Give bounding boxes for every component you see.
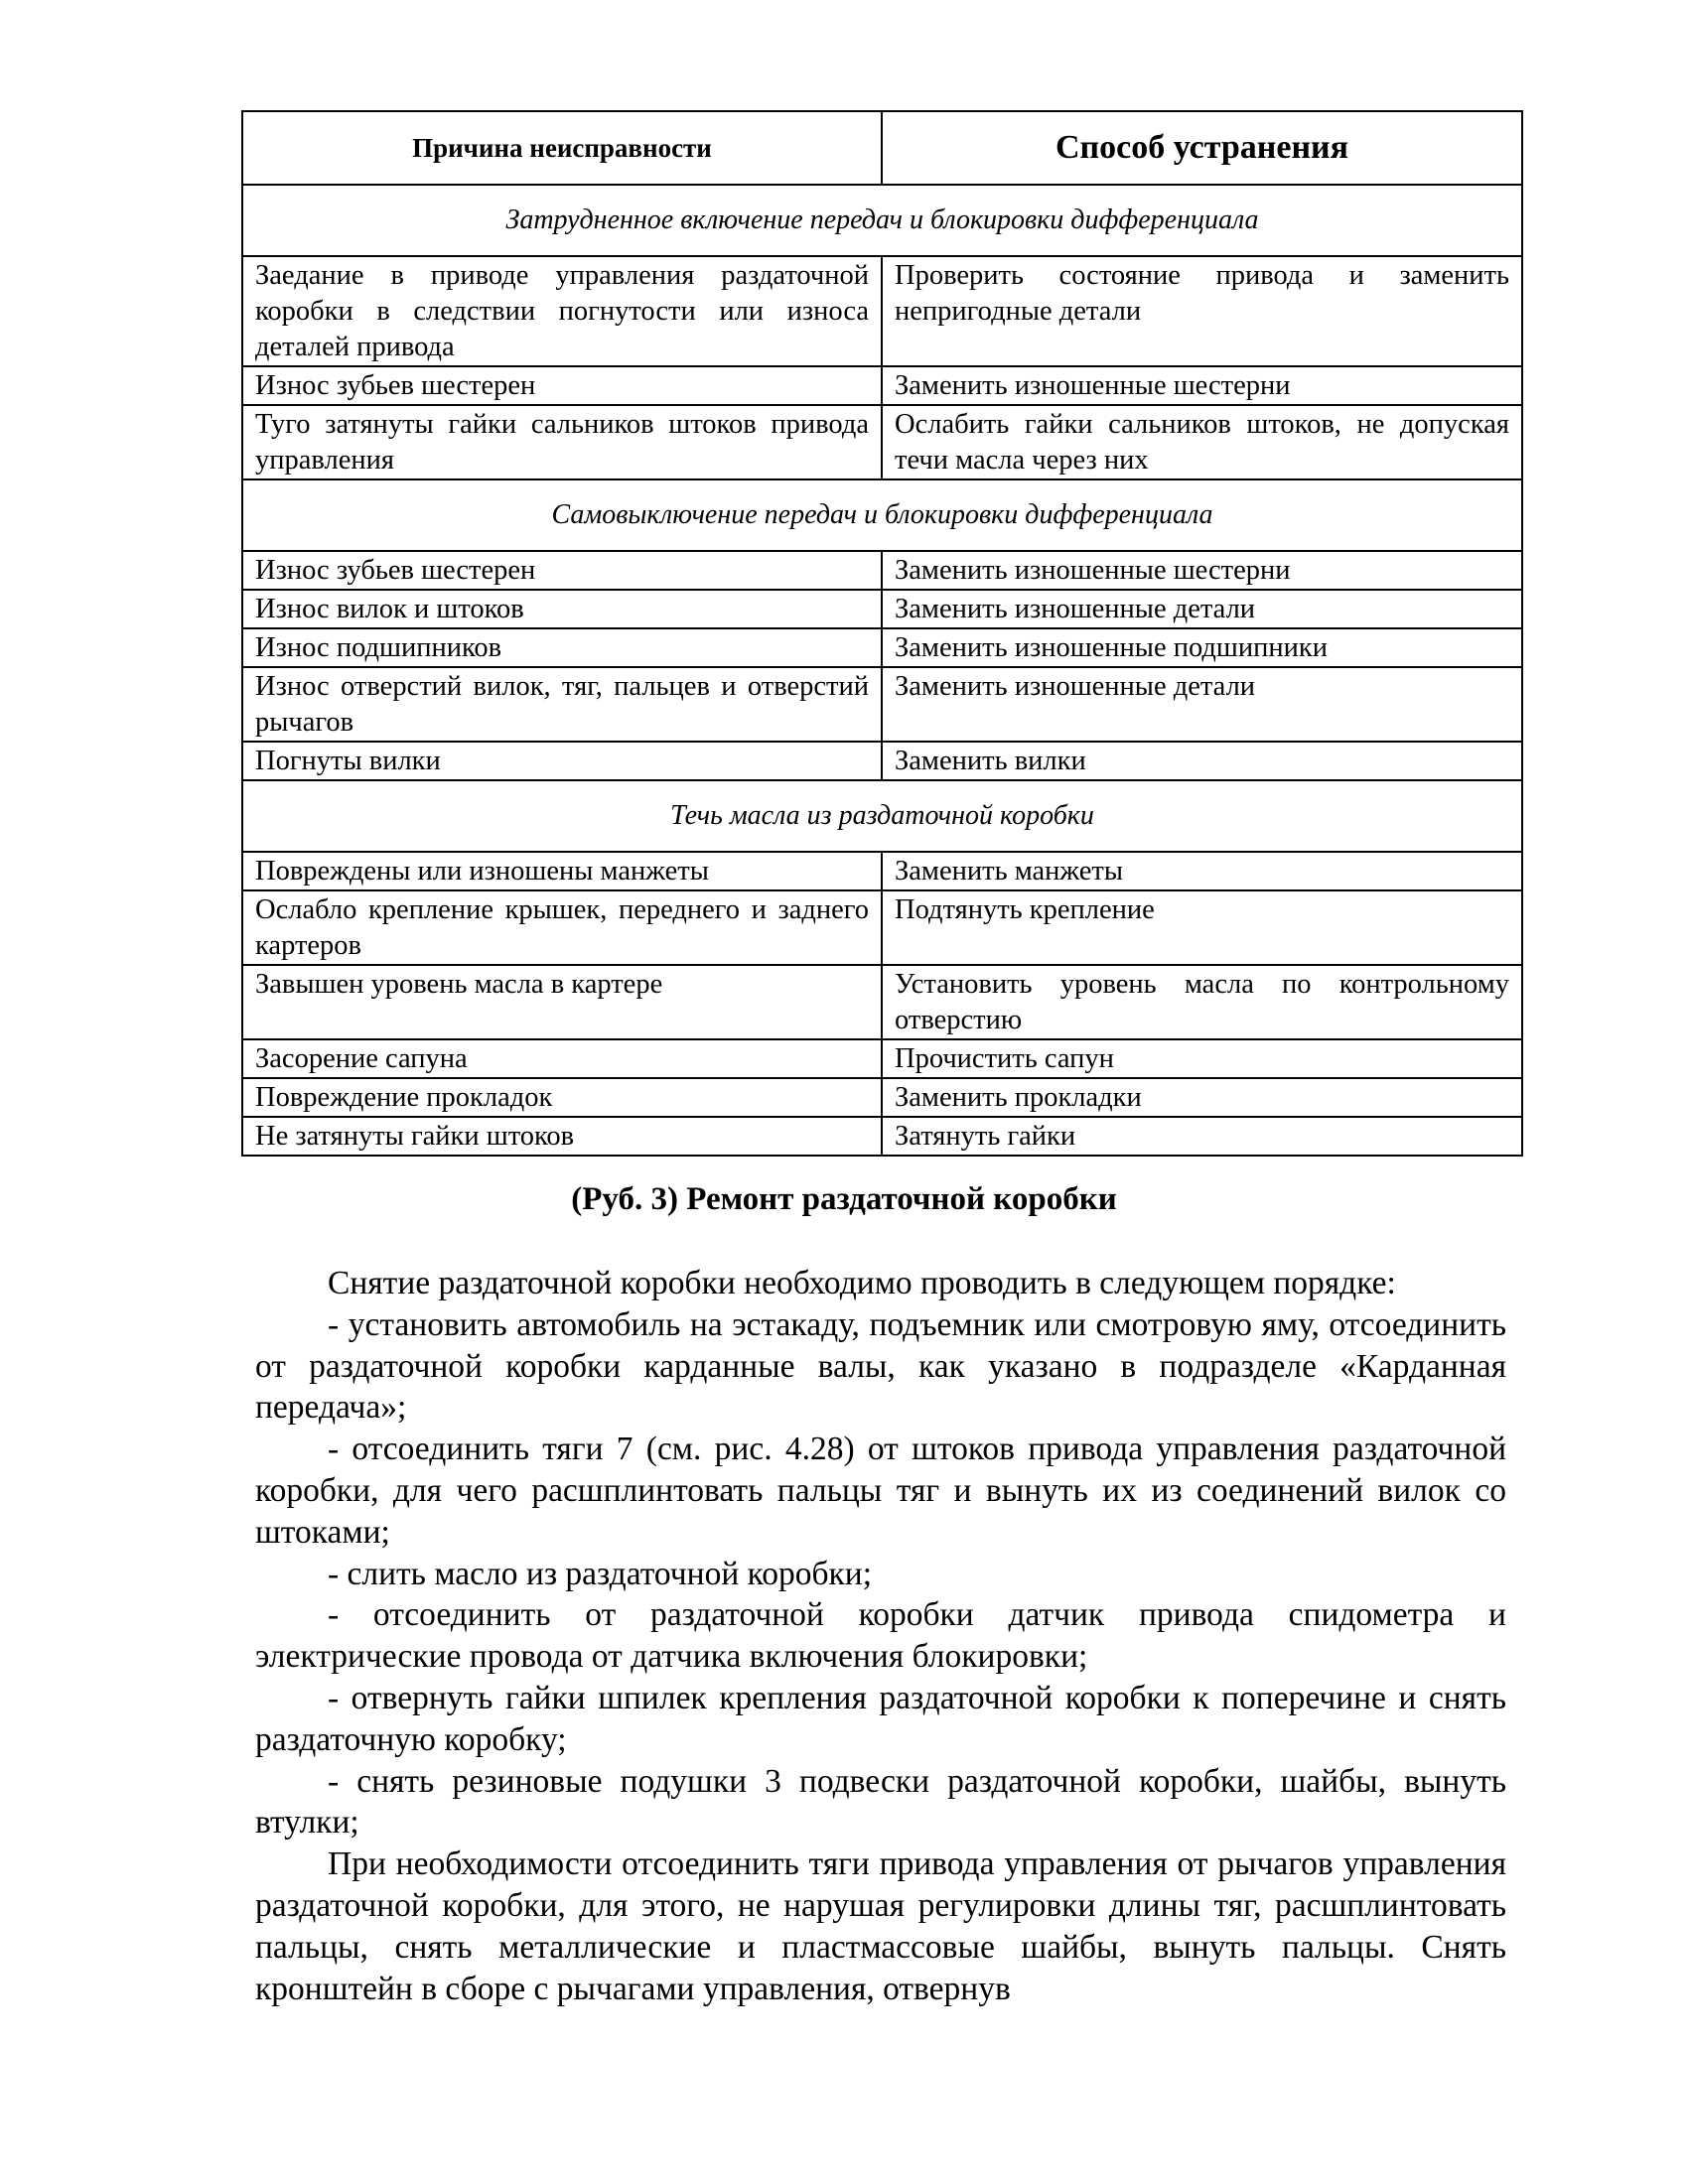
- remedy-cell: Заменить прокладки: [882, 1078, 1522, 1117]
- cause-cell: Заедание в приводе управления раздаточной коробки в следствии погнутости или износа деталей привода: [242, 256, 882, 366]
- table-row: [242, 628, 1522, 667]
- section-title: Течь масла из раздаточной коробки: [242, 780, 1522, 852]
- table-row: [242, 1117, 1522, 1156]
- table-row: [242, 1078, 1522, 1117]
- paragraph: - снять резиновые подушки 3 подвески раздаточной коробки, шайбы, вынуть втулки;: [255, 1762, 1506, 1842]
- table-header-row: [242, 111, 1522, 185]
- table-row: [242, 405, 1522, 479]
- remedy-cell: Ослабить гайки сальников штоков, не допуская течи масла через них: [882, 405, 1522, 479]
- table-row: [242, 965, 1522, 1039]
- table-row: [242, 742, 1522, 780]
- cause-cell: Износ подшипников: [242, 628, 882, 667]
- cause-cell: Погнуты вилки: [242, 742, 882, 780]
- remedy-cell: Заменить манжеты: [882, 852, 1522, 890]
- remedy-cell: Прочистить сапун: [882, 1039, 1522, 1078]
- cause-cell: Завышен уровень масла в картере: [242, 965, 882, 1039]
- paragraph: - слить масло из раздаточной коробки;: [328, 1555, 873, 1592]
- remedy-cell: Подтянуть крепление: [882, 890, 1522, 965]
- cause-cell: Износ вилок и штоков: [242, 590, 882, 628]
- table-row: [242, 890, 1522, 965]
- section-row: [242, 780, 1522, 852]
- remedy-cell: Заменить изношенные шестерни: [882, 551, 1522, 590]
- body-text: [255, 1263, 1506, 2009]
- header-cause: Причина неисправности: [242, 111, 882, 185]
- cause-cell: Износ зубьев шестерен: [242, 551, 882, 590]
- table-row: [242, 256, 1522, 366]
- paragraph: Снятие раздаточной коробки необходимо проводить в следующем порядке:: [328, 1265, 1396, 1301]
- cause-cell: Ослабло крепление крышек, переднего и заднего картеров: [242, 890, 882, 965]
- remedy-cell: Заменить изношенные детали: [882, 590, 1522, 628]
- paragraph: - отсоединить от раздаточной коробки датчик привода спидометра и электрические провода от датчика включения блокировки;: [255, 1596, 1506, 1676]
- table-row: [242, 1039, 1522, 1078]
- remedy-cell: Заменить изношенные шестерни: [882, 366, 1522, 405]
- table-row: [242, 852, 1522, 890]
- cause-cell: Повреждены или изношены манжеты: [242, 852, 882, 890]
- fault-table: [241, 110, 1523, 1157]
- table-row: [242, 551, 1522, 590]
- remedy-cell: Заменить изношенные детали: [882, 667, 1522, 742]
- section-row: [242, 479, 1522, 551]
- paragraph: - установить автомобиль на эстакаду, подъемник или смотровую яму, отсоединить от раздаточной коробки карданные валы, как указано в подразделе «Карданная передача»;: [255, 1305, 1506, 1427]
- remedy-cell: Затянуть гайки: [882, 1117, 1522, 1156]
- cause-cell: Износ зубьев шестерен: [242, 366, 882, 405]
- remedy-cell: Заменить изношенные подшипники: [882, 628, 1522, 667]
- table-row: [242, 590, 1522, 628]
- cause-cell: Не затянуты гайки штоков: [242, 1117, 882, 1156]
- cause-cell: Повреждение прокладок: [242, 1078, 882, 1117]
- section-row: [242, 185, 1522, 256]
- cause-cell: Засорение сапуна: [242, 1039, 882, 1078]
- section-heading: (Руб. 3) Ремонт раздаточной коробки: [571, 1181, 1117, 1217]
- paragraph: - отвернуть гайки шпилек крепления раздаточной коробки к поперечине и снять раздаточную коробку;: [255, 1679, 1506, 1758]
- remedy-cell: Проверить состояние привода и заменить непригодные детали: [882, 256, 1522, 366]
- paragraph: - отсоединить тяги 7 (см. рис. 4.28) от штоков привода управления раздаточной коробки, для чего расшплинтовать пальцы тяг и вынуть их из соединений вилок со штоками;: [255, 1431, 1506, 1551]
- table-row: [242, 667, 1522, 742]
- cause-cell: Износ отверстий вилок, тяг, пальцев и отверстий рычагов: [242, 667, 882, 742]
- header-remedy: Способ устранения: [882, 111, 1522, 185]
- section-title: Затрудненное включение передач и блокировки дифференциала: [242, 185, 1522, 256]
- cause-cell: Туго затянуты гайки сальников штоков привода управления: [242, 405, 882, 479]
- paragraph: При необходимости отсоединить тяги привода управления от рычагов управления раздаточной коробки, для этого, не нарушая регулировки длины тяг, расшплинтовать пальцы, снять металлические и пластмассовые шайбы, вынуть пальцы. Снять кронштейн в сборе с рычагами управления, отвернув: [255, 1845, 1506, 2007]
- section-title: Самовыключение передач и блокировки дифференциала: [242, 479, 1522, 551]
- remedy-cell: Заменить вилки: [882, 742, 1522, 780]
- remedy-cell: Установить уровень масла по контрольному отверстию: [882, 965, 1522, 1039]
- table-row: [242, 366, 1522, 405]
